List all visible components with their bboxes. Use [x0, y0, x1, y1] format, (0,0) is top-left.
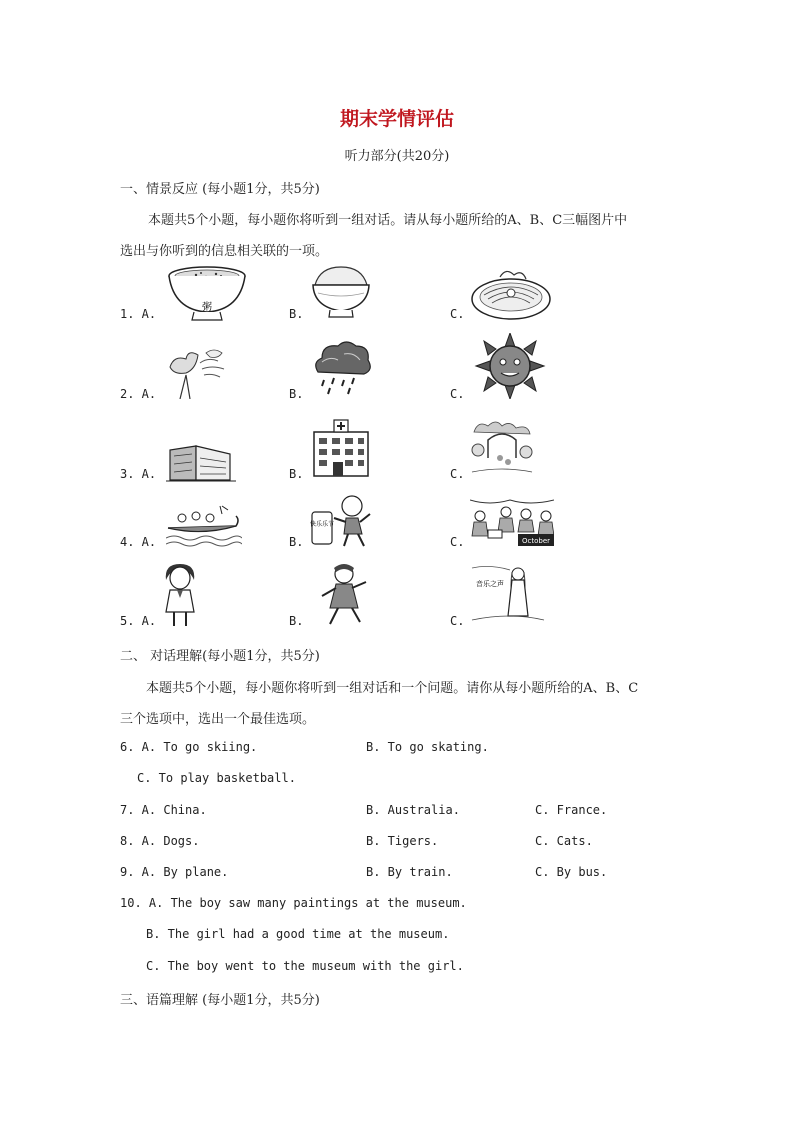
q4-label-b: B. — [289, 535, 304, 549]
park-scene-image — [470, 418, 534, 476]
q8-option-b: B. Tigers. — [366, 834, 439, 848]
section2-heading: 二、 对话理解(每小题1分，共5分) — [120, 649, 320, 664]
page-title: 期末学情评估 — [339, 108, 454, 130]
section1-instruction-line2: 选出与你听到的信息相关联的一项。 — [120, 244, 329, 259]
q5-label-a: 5. A. — [120, 614, 157, 628]
rice-bowl-image — [310, 263, 372, 319]
rain-cloud-image — [310, 338, 374, 396]
porridge-label: 粥 — [202, 302, 212, 313]
section2-instruction-line2: 三个选项中，选出一个最佳选项。 — [120, 712, 316, 727]
q6-option-b: B. To go skating. — [366, 740, 489, 754]
page-subtitle: 听力部分(共20分) — [344, 149, 450, 164]
october-label: October — [521, 537, 551, 545]
q2-label-a: 2. A. — [120, 387, 157, 401]
girl-in-uniform-image — [160, 562, 200, 628]
girl-running-image — [316, 562, 372, 628]
birthday-party-image — [470, 496, 554, 548]
q9-option-a: 9. A. By plane. — [120, 865, 229, 879]
hospital-building-image — [310, 418, 372, 478]
q1-label-c: C. — [450, 307, 465, 321]
q6-option-c: C. To play basketball. — [137, 771, 296, 785]
school-building-image — [166, 440, 236, 482]
q7-option-c: C. France. — [535, 803, 608, 817]
firecracker-label: 快乐乐节 — [310, 521, 335, 528]
q5-label-b: B. — [289, 614, 304, 628]
q2-label-c: C. — [450, 387, 465, 401]
q10-option-a: 10. A. The boy saw many paintings at the museum. — [120, 896, 467, 910]
section1-instruction-line1: 本题共5个小题，每小题你将听到一组对话。请从每小题所给的A、B、C三幅图片中 — [148, 213, 628, 228]
section3-heading: 三、语篇理解 (每小题1分，共5分) — [120, 993, 320, 1008]
firecracker-boy-image — [310, 492, 372, 548]
q3-label-c: C. — [450, 467, 465, 481]
q5-label-c: C. — [450, 614, 465, 628]
q8-option-a: 8. A. Dogs. — [120, 834, 200, 848]
q6-option-a: 6. A. To go skiing. — [120, 740, 258, 754]
porridge-bowl-image — [166, 264, 248, 322]
windy-tree-image — [166, 345, 228, 399]
section2-instruction-line1: 本题共5个小题，每小题你将听到一组对话和一个问题。请你从每小题所给的A、B、C — [146, 681, 639, 696]
q9-option-b: B. By train. — [366, 865, 453, 879]
music-concert-image — [470, 564, 546, 626]
sun-image — [470, 333, 550, 399]
q2-label-b: B. — [289, 387, 304, 401]
q3-label-a: 3. A. — [120, 467, 157, 481]
q9-option-c: C. By bus. — [535, 865, 608, 879]
dragon-boat-image — [166, 502, 242, 548]
q10-option-c: C. The boy went to the museum with the girl. — [146, 959, 464, 973]
noodle-plate-image — [470, 265, 552, 321]
q4-label-c: C. — [450, 535, 465, 549]
q3-label-b: B. — [289, 467, 304, 481]
q8-option-c: C. Cats. — [535, 834, 593, 848]
q7-option-a: 7. A. China. — [120, 803, 207, 817]
section1-heading: 一、情景反应 (每小题1分，共5分) — [120, 182, 320, 197]
q10-option-b: B. The girl had a good time at the museum. — [146, 927, 450, 941]
q1-label-a: 1. A. — [120, 307, 157, 321]
q1-label-b: B. — [289, 307, 304, 321]
music-label: 音乐之声 — [476, 580, 504, 588]
q7-option-b: B. Australia. — [366, 803, 460, 817]
q4-label-a: 4. A. — [120, 535, 157, 549]
